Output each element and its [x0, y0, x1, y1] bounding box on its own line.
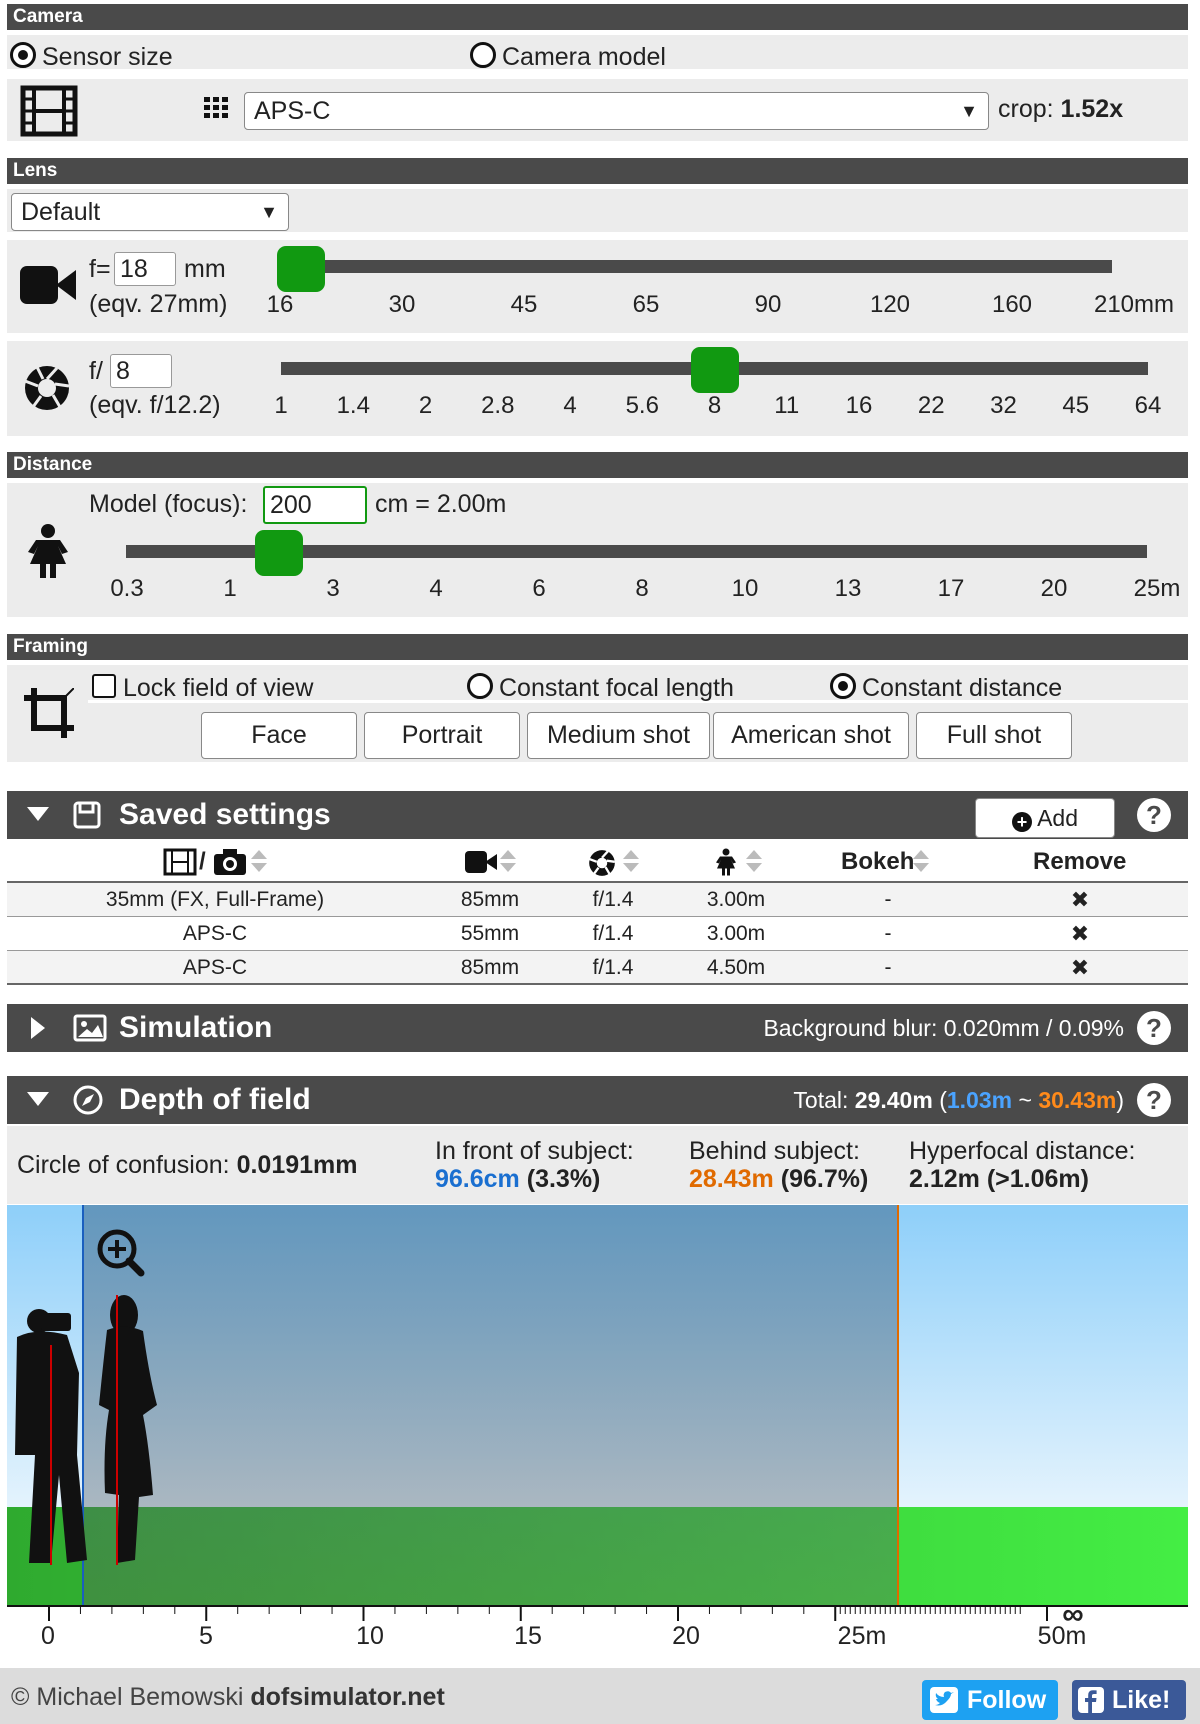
- saved-settings-title: Saved settings: [119, 798, 331, 831]
- focal-tick-label: 90: [754, 291, 782, 318]
- constant-focal-label: Constant focal length: [499, 674, 734, 702]
- follow-label: Follow: [967, 1686, 1047, 1714]
- film-icon: [20, 85, 78, 137]
- remove-column-header: Remove: [1033, 848, 1127, 875]
- row-focal: 85mm: [460, 956, 520, 979]
- distance-tick-label: 0.3: [110, 575, 144, 602]
- behind-label: Behind subject:: [689, 1137, 860, 1165]
- chevron-down-icon: ▼: [960, 101, 978, 121]
- face-button[interactable]: Face: [201, 712, 357, 759]
- compass-icon: [73, 1085, 103, 1115]
- aperture-equivalent: (eqv. f/12.2): [89, 391, 221, 419]
- table-row[interactable]: [7, 883, 1188, 917]
- add-setting-button[interactable]: [975, 798, 1115, 838]
- person-icon: [28, 524, 68, 578]
- constant-distance-label: Constant distance: [862, 674, 1063, 702]
- sensor-column-separator: /: [199, 848, 206, 875]
- distance-tick-label: 10: [731, 575, 759, 602]
- aperture-tick-label: 64: [1134, 392, 1162, 419]
- twitter-icon: [930, 1687, 958, 1713]
- sensor-size-value: APS-C: [254, 97, 331, 125]
- image-icon: [73, 1014, 107, 1042]
- infinity-symbol: ∞: [1062, 1598, 1084, 1631]
- depth-of-field-zone: [83, 1205, 898, 1605]
- table-row[interactable]: [7, 917, 1188, 951]
- aperture-input[interactable]: [110, 354, 172, 388]
- circle-of-confusion: Circle of confusion: 0.0191mm: [17, 1151, 358, 1179]
- aperture-tick-label: 22: [917, 392, 945, 419]
- sensor-size-select[interactable]: [244, 92, 989, 130]
- aperture-tick-label: 16: [845, 392, 873, 419]
- lock-fov-checkbox[interactable]: [92, 674, 116, 698]
- focal-tick-label: 65: [632, 291, 660, 318]
- background-blur-text: Background blur: 0.020mm / 0.09%: [763, 1015, 1124, 1041]
- constant-focal-radio[interactable]: [467, 673, 493, 699]
- front-label: In front of subject:: [435, 1137, 634, 1165]
- focal-tick-label: 120: [869, 291, 911, 318]
- distance-tick-label: 13: [834, 575, 862, 602]
- aperture-tick-label: 45: [1062, 392, 1090, 419]
- medium-shot-button[interactable]: Medium shot: [527, 712, 710, 759]
- axis-label: 15: [514, 1622, 542, 1650]
- focal-length-slider-track[interactable]: [300, 260, 1112, 273]
- plus-circle-icon: +: [1012, 812, 1032, 832]
- axis-label: 5: [199, 1622, 213, 1650]
- facebook-icon: [1078, 1687, 1104, 1713]
- sort-down-icon[interactable]: [251, 863, 267, 872]
- front-value: 96.6cm (3.3%): [435, 1165, 601, 1193]
- focal-unit: mm: [184, 255, 226, 283]
- row-sensor: APS-C: [182, 922, 248, 945]
- row-bokeh: -: [884, 888, 892, 911]
- simulation-title: Simulation: [119, 1011, 273, 1044]
- sort-up-icon[interactable]: [251, 850, 267, 859]
- chevron-right-icon[interactable]: [31, 1017, 45, 1039]
- sensor-size-radio[interactable]: [10, 42, 36, 68]
- row-focal: 85mm: [460, 888, 520, 911]
- distance-tick-label: 1: [223, 575, 237, 602]
- focal-length-row: [7, 240, 1188, 333]
- video-camera-icon: [20, 266, 76, 304]
- grid-icon[interactable]: [204, 97, 230, 119]
- axis-label: 20: [672, 1622, 700, 1650]
- aperture-tick-label: 2.8: [481, 392, 515, 419]
- axis-label: 0: [41, 1622, 55, 1650]
- sort-down-icon[interactable]: [500, 863, 516, 872]
- sort-up-icon[interactable]: [500, 850, 516, 859]
- distance-tick-label: 20: [1040, 575, 1068, 602]
- sort-up-icon[interactable]: [746, 850, 762, 859]
- saved-settings-header[interactable]: [7, 791, 1188, 839]
- crop-factor: crop: 1.52x: [998, 95, 1124, 123]
- camera-model-label: Camera model: [502, 43, 666, 71]
- focal-equivalent: (eqv. 27mm): [89, 290, 228, 318]
- table-row[interactable]: [7, 951, 1188, 985]
- aperture-tick-label: 4: [563, 392, 577, 419]
- constant-distance-radio[interactable]: [830, 673, 856, 699]
- row-distance: 3.00m: [706, 922, 766, 945]
- dof-header[interactable]: [7, 1076, 1188, 1124]
- focal-prefix: f=: [89, 255, 111, 283]
- dof-help-icon[interactable]: ?: [1137, 1083, 1171, 1117]
- full-shot-button[interactable]: Full shot: [916, 712, 1072, 759]
- aperture-icon: [588, 849, 616, 877]
- row-bokeh: -: [884, 922, 892, 945]
- aperture-tick-label: 1: [274, 392, 288, 419]
- distance-label: Model (focus):: [89, 490, 248, 518]
- sort-up-icon[interactable]: [913, 850, 929, 859]
- distance-input[interactable]: [263, 486, 367, 524]
- distance-ruler: [7, 1605, 1188, 1625]
- distance-tick-label: 6: [532, 575, 546, 602]
- behind-value: 28.43m (96.7%): [689, 1165, 869, 1193]
- bokeh-column-header[interactable]: Bokeh: [841, 848, 915, 875]
- focal-length-slider-handle[interactable]: [277, 246, 325, 292]
- row-aperture: f/1.4: [592, 956, 634, 979]
- focal-tick-label: 16: [266, 291, 294, 318]
- sort-down-icon[interactable]: [623, 863, 639, 872]
- row-aperture: f/1.4: [592, 922, 634, 945]
- focal-tick-label: 45: [510, 291, 538, 318]
- chevron-down-icon: ▼: [260, 202, 278, 222]
- row-sensor: 35mm (FX, Full-Frame): [105, 888, 325, 911]
- aperture-icon: [23, 364, 71, 412]
- like-label: Like!: [1112, 1686, 1171, 1714]
- aperture-tick-label: 8: [707, 392, 722, 419]
- focal-length-input[interactable]: [114, 252, 176, 286]
- remove-icon[interactable]: ✖: [1070, 921, 1090, 946]
- dof-total: Total: 29.40m (1.03m ~ 30.43m): [793, 1087, 1124, 1113]
- sensor-size-label: Sensor size: [42, 43, 173, 71]
- save-icon: [73, 801, 101, 829]
- sort-down-icon[interactable]: [746, 863, 762, 872]
- simulation-help-icon[interactable]: ?: [1137, 1011, 1171, 1045]
- distance-tick-label: 25m: [1133, 575, 1181, 602]
- row-aperture: f/1.4: [592, 888, 634, 911]
- focal-tick-label: 210mm: [1093, 291, 1175, 318]
- hyperfocal-value: 2.12m (>1.06m): [909, 1165, 1089, 1193]
- distance-unit: cm = 2.00m: [375, 490, 507, 518]
- aperture-tick-label: 32: [990, 392, 1017, 419]
- row-bokeh: -: [884, 956, 892, 979]
- copyright: © Michael Bemowski dofsimulator.net: [11, 1683, 445, 1711]
- row-sensor: APS-C: [182, 956, 248, 979]
- row-distance: 3.00m: [706, 888, 766, 911]
- aperture-row: [7, 341, 1188, 436]
- camera-section-header: Camera: [7, 4, 1188, 30]
- camera-icon[interactable]: [213, 848, 247, 876]
- lens-preset-select[interactable]: [11, 193, 289, 231]
- framing-section-header: Framing: [7, 634, 1188, 660]
- distance-tick-label: 4: [429, 575, 443, 602]
- lens-section-header: Lens: [7, 158, 1188, 184]
- aperture-tick-label: 2: [418, 392, 433, 419]
- distance-slider-handle[interactable]: [255, 530, 303, 576]
- aperture-tick-label: 11: [774, 392, 800, 419]
- lens-preset-value: Default: [21, 198, 101, 226]
- axis-label: 25m: [837, 1622, 887, 1650]
- sort-down-icon[interactable]: [913, 863, 929, 872]
- distance-tick-label: 8: [635, 575, 649, 602]
- aperture-slider-handle[interactable]: [691, 347, 739, 393]
- sort-up-icon[interactable]: [623, 850, 639, 859]
- person-icon: [716, 848, 736, 876]
- chevron-down-icon[interactable]: [27, 807, 49, 823]
- distance-section-header: Distance: [7, 452, 1188, 478]
- add-label: Add: [1037, 805, 1079, 831]
- hyperfocal-label: Hyperfocal distance:: [909, 1137, 1136, 1165]
- film-icon: [163, 848, 197, 876]
- axis-label: 50m: [1037, 1622, 1087, 1650]
- dof-scene[interactable]: [7, 1205, 1188, 1605]
- remove-icon[interactable]: ✖: [1070, 955, 1090, 980]
- focal-tick-label: 30: [388, 291, 416, 318]
- twitter-follow-button[interactable]: [922, 1680, 1058, 1720]
- row-focal: 55mm: [460, 922, 520, 945]
- focal-tick-label: 160: [991, 291, 1033, 318]
- row-distance: 4.50m: [706, 956, 766, 979]
- video-camera-icon: [465, 851, 497, 873]
- dof-title: Depth of field: [119, 1083, 311, 1116]
- portrait-button[interactable]: Portrait: [364, 712, 520, 759]
- facebook-like-button[interactable]: [1072, 1680, 1186, 1720]
- lock-fov-label: Lock field of view: [123, 674, 314, 702]
- remove-icon[interactable]: ✖: [1070, 887, 1090, 912]
- aperture-prefix: f/: [89, 357, 103, 385]
- distance-tick-label: 17: [937, 575, 965, 602]
- chevron-down-icon[interactable]: [27, 1092, 49, 1108]
- crop-icon: [24, 688, 74, 738]
- saved-help-icon[interactable]: ?: [1137, 798, 1171, 832]
- axis-label: 10: [356, 1622, 384, 1650]
- american-shot-button[interactable]: American shot: [713, 712, 909, 759]
- aperture-tick-label: 5.6: [625, 392, 659, 419]
- camera-model-radio[interactable]: [470, 42, 496, 68]
- aperture-tick-label: 1.4: [336, 392, 370, 419]
- simulation-header[interactable]: [7, 1004, 1188, 1052]
- distance-tick-label: 3: [326, 575, 340, 602]
